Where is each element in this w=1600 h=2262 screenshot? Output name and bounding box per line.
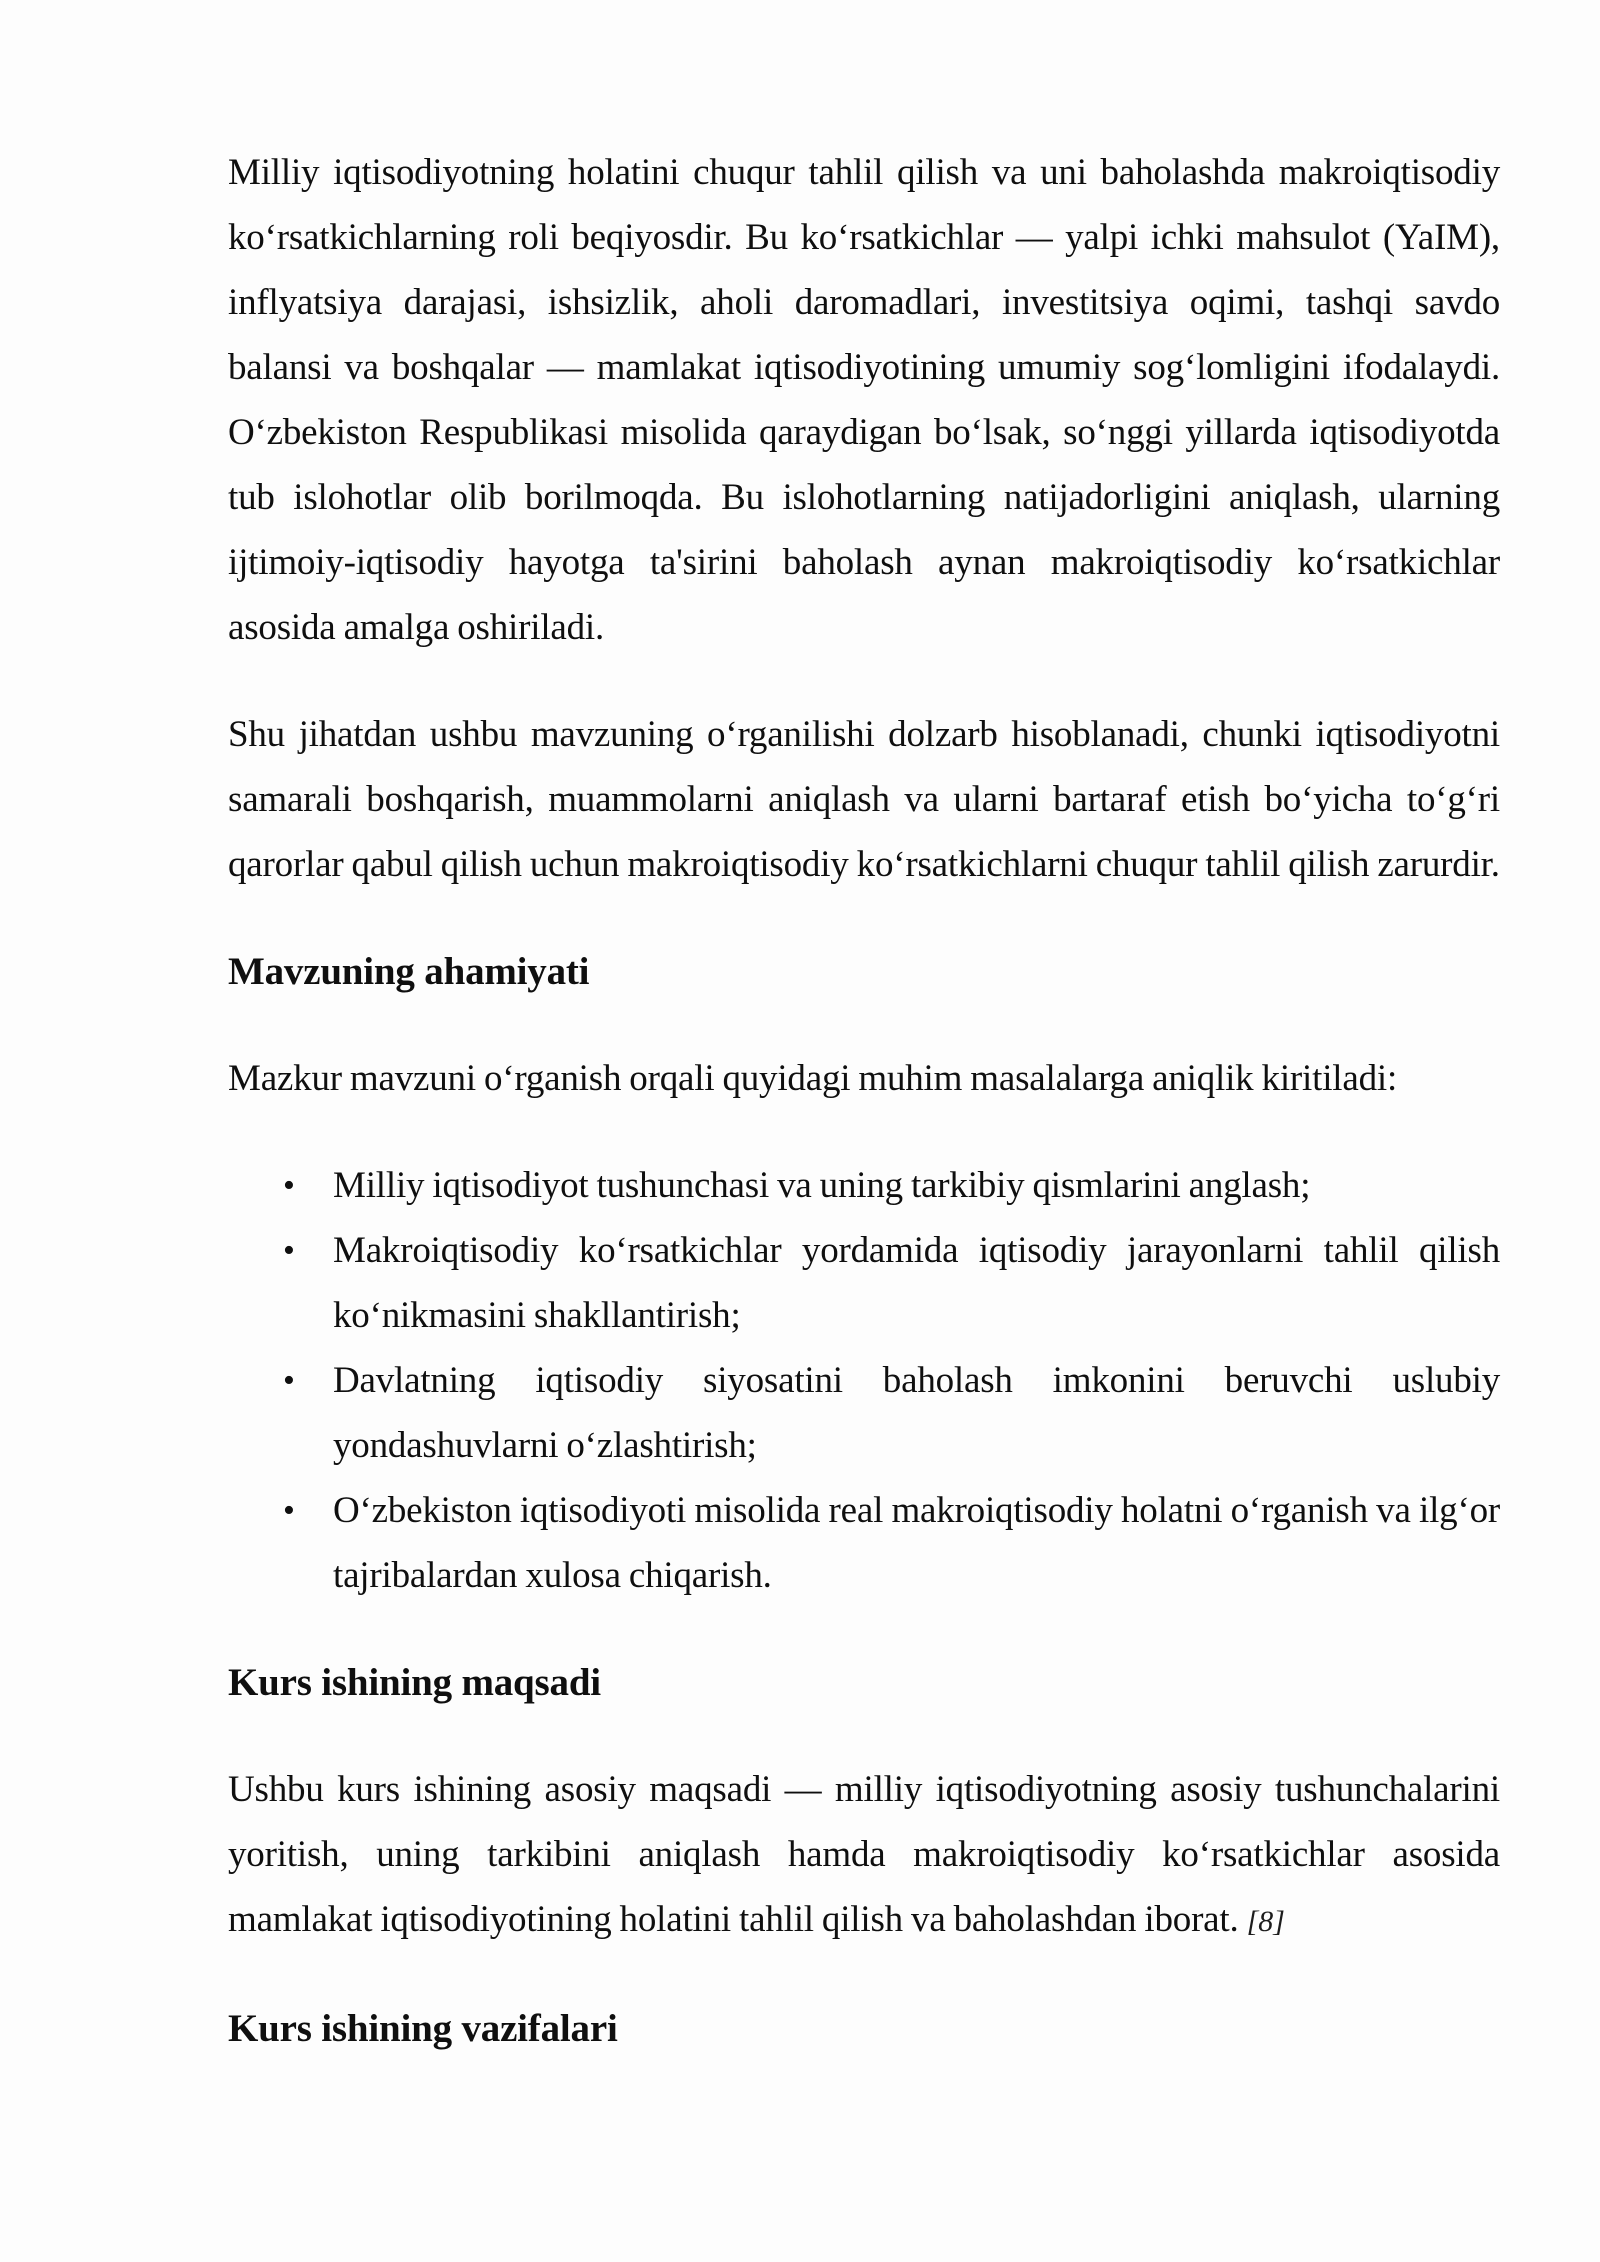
list-item <box>228 1153 1500 1218</box>
list-item-text: Makroiqtisodiy ko‘rsatkichlar yordamida iqtisodiy jarayonlarni tahlil qilish ko‘nikmasini shakllantirish; <box>333 1230 1500 1336</box>
paragraph-relevance: Shu jihatdan ushbu mavzuning o‘rganilishi dolzarb hisoblanadi, chunki iqtisodiyotni samarali boshqarish, muammolarni aniqlash va ularni bartaraf etish bo‘yicha to‘g‘ri qarorlar qabul qilish uchun makroiqtisodiy ko‘rsatkichlarni chuqur tahlil qilish zarurdir. <box>228 714 1500 885</box>
list-item-text: O‘zbekiston iqtisodiyoti misolida real makroiqtisodiy holatni o‘rganish va ilg‘or tajribalardan xulosa chiqarish. <box>333 1490 1500 1596</box>
heading-topic-importance: Mavzuning ahamiyati <box>228 950 590 993</box>
bullet-dot-icon: • <box>283 1232 295 1269</box>
list-item <box>228 1478 1500 1608</box>
list-item-text: Davlatning iqtisodiy siyosatini baholash imkonini beruvchi uslubiy yondashuvlarni o‘zlashtirish; <box>333 1360 1500 1466</box>
citation-marker: [8] <box>1246 1905 1285 1938</box>
course-goal-text: Ushbu kurs ishining asosiy maqsadi — milliy iqtisodiyotning asosiy tushunchalarini yoritish, uning tarkibini aniqlash hamda makroiqtisodiy ko‘rsatkichlar asosida mamlakat iqtisodiyotining holatini tahlil qilish va baholashdan iborat. <box>228 1769 1500 1940</box>
bullet-dot-icon: • <box>283 1492 295 1529</box>
bullet-list <box>228 1153 1500 1608</box>
bullet-dot-icon: • <box>283 1362 295 1399</box>
heading-course-goal: Kurs ishining maqsadi <box>228 1661 601 1704</box>
paragraph-intro: Milliy iqtisodiyotning holatini chuqur tahlil qilish va uni baholashda makroiqtisodiy ko‘rsatkichlarning roli beqiyosdir. Bu ko‘rsatkichlar — yalpi ichki mahsulot (YaIM), inflyatsiya darajasi, ishsizlik, aholi daromadlari, investitsiya oqimi, tashqi savdo balansi va boshqalar — mamlakat iqtisodiyotining umumiy sog‘lomligini ifodalaydi. O‘zbekiston Respublikasi misolida qaraydigan bo‘lsak, so‘nggi yillarda iqtisodiyotda tub islohotlar olib borilmoqda. Bu islohotlarning natijadorligini aniqlash, ularning ijtimoiy-iqtisodiy hayotga ta'sirini baholash aynan makroiqtisodiy ko‘rsatkichlar asosida amalga oshiriladi. <box>228 152 1500 648</box>
list-item <box>228 1218 1500 1348</box>
bullet-dot-icon: • <box>283 1167 295 1204</box>
list-item <box>228 1348 1500 1478</box>
paragraph-importance-lead: Mazkur mavzuni o‘rganish orqali quyidagi muhim masalalarga aniqlik kiritiladi: <box>228 1058 1398 1099</box>
heading-course-tasks: Kurs ishining vazifalari <box>228 2007 618 2050</box>
document-content <box>228 140 1500 2061</box>
list-item-text: Milliy iqtisodiyot tushunchasi va uning tarkibiy qismlarini anglash; <box>333 1165 1311 1206</box>
paragraph-course-goal <box>228 1757 1500 1954</box>
